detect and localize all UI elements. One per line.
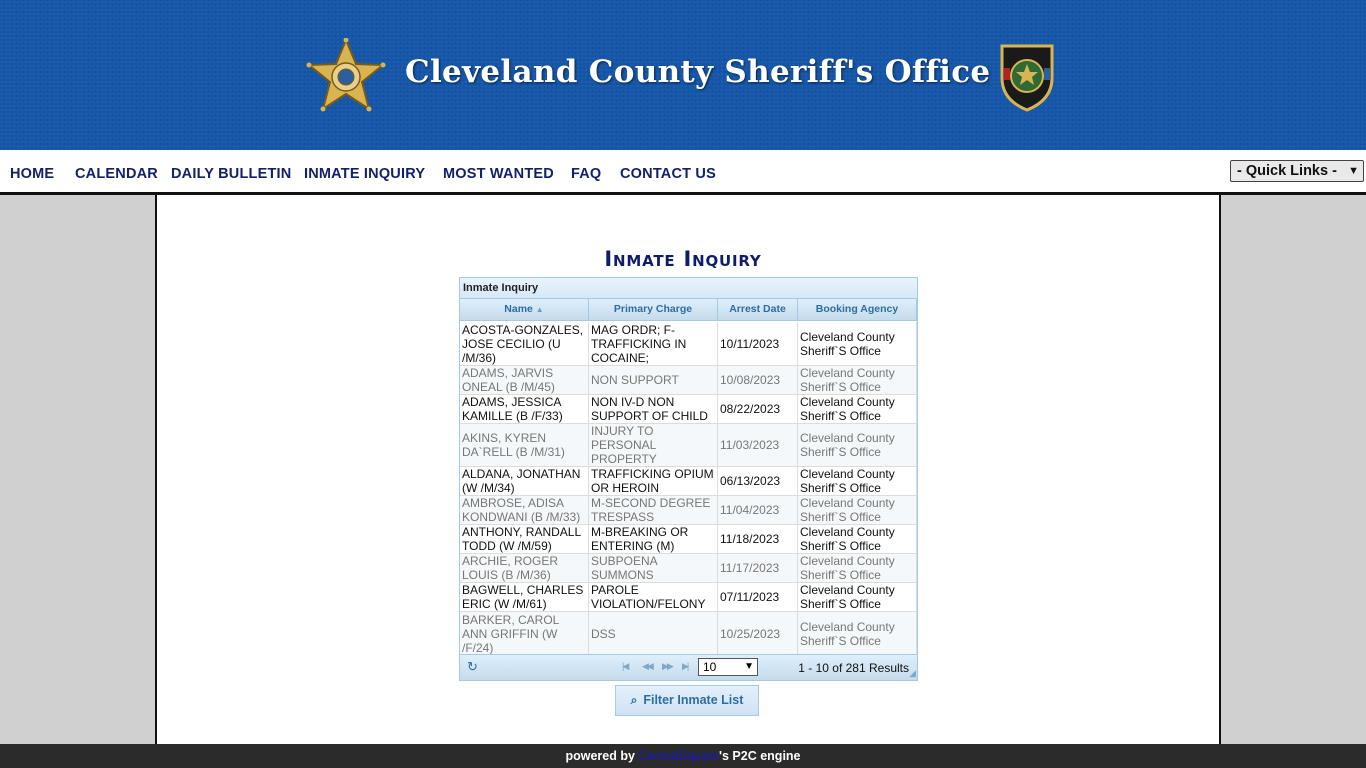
- cell-charge: NON SUPPORT: [589, 366, 718, 394]
- cell-charge: TRAFFICKING OPIUM OR HEROIN: [589, 467, 718, 495]
- chevron-down-icon: ▼: [1348, 165, 1359, 177]
- cell-name: AKINS, KYREN DA`RELL (B /M/31): [460, 424, 589, 466]
- nav-daily-bulletin[interactable]: DAILY BULLETIN: [171, 166, 292, 182]
- cell-charge: M-SECOND DEGREE TRESPASS: [589, 496, 718, 524]
- table-row[interactable]: [460, 366, 917, 395]
- table-row[interactable]: [460, 554, 917, 583]
- cell-date: 10/08/2023: [718, 366, 798, 394]
- nav-faq[interactable]: FAQ: [571, 166, 602, 182]
- table-row[interactable]: [460, 496, 917, 525]
- cell-name: ANTHONY, RANDALL TODD (W /M/59): [460, 525, 589, 553]
- table-row[interactable]: [460, 612, 917, 656]
- cell-charge: PAROLE VIOLATION/FELONY: [589, 583, 718, 611]
- column-header-booking-agency[interactable]: Booking Agency: [798, 299, 917, 320]
- cell-agency: Cleveland County Sheriff`S Office: [798, 612, 917, 655]
- cell-agency: Cleveland County Sheriff`S Office: [798, 395, 917, 423]
- chevron-down-icon: ▼: [744, 661, 754, 672]
- nav-calendar[interactable]: CALENDAR: [75, 166, 158, 182]
- cell-date: 07/11/2023: [718, 583, 798, 611]
- last-page-icon[interactable]: ▶|: [682, 661, 688, 671]
- footer: [0, 744, 1366, 768]
- cell-date: 11/03/2023: [718, 424, 798, 466]
- cell-name: BAGWELL, CHARLES ERIC (W /M/61): [460, 583, 589, 611]
- resize-grip-icon[interactable]: ◢: [909, 668, 916, 678]
- table-row[interactable]: [460, 467, 917, 496]
- grid-pager: [460, 654, 917, 680]
- results-count: 1 - 10 of 281 Results: [798, 661, 909, 675]
- cell-charge: SUBPOENA SUMMONS: [589, 554, 718, 582]
- page-size-value: 10: [703, 660, 717, 674]
- sheriff-star-icon: [305, 38, 387, 112]
- cell-agency: Cleveland County Sheriff`S Office: [798, 322, 917, 365]
- inmate-grid: [459, 277, 918, 681]
- nav-home[interactable]: HOME: [10, 166, 55, 182]
- cell-date: 10/25/2023: [718, 612, 798, 655]
- cell-agency: Cleveland County Sheriff`S Office: [798, 467, 917, 495]
- prev-page-icon[interactable]: ◀◀: [642, 661, 652, 671]
- cell-agency: Cleveland County Sheriff`S Office: [798, 366, 917, 394]
- quick-links-select[interactable]: [1230, 160, 1364, 182]
- page-size-select[interactable]: [698, 658, 758, 676]
- cell-agency: Cleveland County Sheriff`S Office: [798, 496, 917, 524]
- site-title: Cleveland County Sheriff's Office: [405, 54, 991, 90]
- cell-name: BARKER, CAROL ANN GRIFFIN (W /F/24): [460, 612, 589, 655]
- cell-date: 11/17/2023: [718, 554, 798, 582]
- footer-suffix: 's P2C engine: [719, 749, 801, 763]
- cell-charge: NON IV-D NON SUPPORT OF CHILD: [589, 395, 718, 423]
- grid-rows: [460, 322, 917, 656]
- search-icon: ⌕: [630, 693, 638, 707]
- nav-inmate-inquiry[interactable]: INMATE INQUIRY: [304, 166, 426, 182]
- cell-agency: Cleveland County Sheriff`S Office: [798, 424, 917, 466]
- filter-inmate-list-button[interactable]: ⌕ Filter Inmate List: [615, 685, 759, 716]
- table-row[interactable]: [460, 583, 917, 612]
- next-page-icon[interactable]: ▶▶: [662, 661, 672, 671]
- cell-date: 08/22/2023: [718, 395, 798, 423]
- first-page-icon[interactable]: |◀: [622, 661, 628, 671]
- table-row[interactable]: [460, 424, 917, 467]
- nav-most-wanted[interactable]: MOST WANTED: [443, 166, 554, 182]
- column-header-arrest-date[interactable]: Arrest Date: [718, 299, 798, 320]
- header-banner: [0, 0, 1366, 150]
- cell-name: AMBROSE, ADISA KONDWANI (B /M/33): [460, 496, 589, 524]
- cell-date: 10/11/2023: [718, 322, 798, 365]
- cell-charge: M-BREAKING OR ENTERING (M): [589, 525, 718, 553]
- cell-date: 11/18/2023: [718, 525, 798, 553]
- page-title: Inmate Inquiry: [604, 247, 762, 271]
- cell-date: 06/13/2023: [718, 467, 798, 495]
- cell-date: 11/04/2023: [718, 496, 798, 524]
- main-nav: [0, 150, 1366, 195]
- cell-name: ALDANA, JONATHAN (W /M/34): [460, 467, 589, 495]
- cell-agency: Cleveland County Sheriff`S Office: [798, 554, 917, 582]
- cell-name: ADAMS, JESSICA KAMILLE (B /F/33): [460, 395, 589, 423]
- sort-asc-icon: ▲: [535, 305, 544, 314]
- cell-name: ACOSTA-GONZALES, JOSE CECILIO (U /M/36): [460, 322, 589, 365]
- column-header-name[interactable]: Name ▲: [460, 299, 589, 320]
- cell-name: ADAMS, JARVIS ONEAL (B /M/45): [460, 366, 589, 394]
- county-seal-icon: [996, 40, 1058, 112]
- cell-charge: INJURY TO PERSONAL PROPERTY: [589, 424, 718, 466]
- table-row[interactable]: [460, 525, 917, 554]
- cell-agency: Cleveland County Sheriff`S Office: [798, 525, 917, 553]
- cell-charge: DSS: [589, 612, 718, 655]
- column-header-primary-charge[interactable]: Primary Charge: [589, 299, 718, 320]
- grid-caption: Inmate Inquiry: [460, 278, 917, 298]
- nav-contact-us[interactable]: CONTACT US: [620, 166, 716, 182]
- cell-agency: Cleveland County Sheriff`S Office: [798, 583, 917, 611]
- grid-header: [460, 298, 917, 321]
- cell-charge: MAG ORDR; F-TRAFFICKING IN COCAINE;: [589, 322, 718, 365]
- vendor-link[interactable]: CentralSquare: [638, 749, 720, 763]
- footer-prefix: powered by: [565, 749, 635, 763]
- table-row[interactable]: [460, 395, 917, 424]
- cell-name: ARCHIE, ROGER LOUIS (B /M/36): [460, 554, 589, 582]
- quick-links-value: - Quick Links -: [1237, 163, 1337, 179]
- refresh-icon[interactable]: ↻: [467, 659, 478, 674]
- table-row[interactable]: [460, 322, 917, 366]
